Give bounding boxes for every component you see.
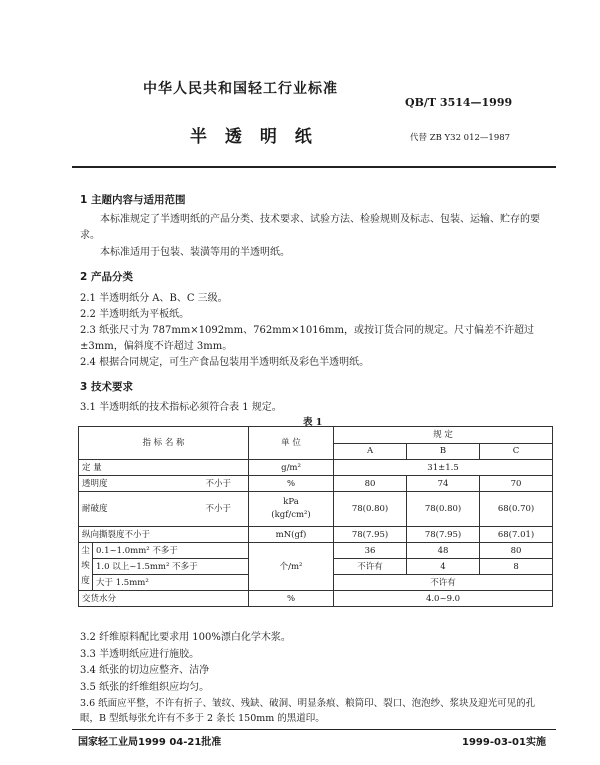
row-value: 31±1.5 <box>334 460 553 476</box>
header-grade-c: C <box>480 443 553 460</box>
row-unit-line-2: (kgf/cm²) <box>271 510 311 520</box>
header-unit: 单 位 <box>249 427 334 460</box>
clause-3-4: 3.4 纸张的切边应整齐、洁净 <box>80 665 210 676</box>
table-row <box>79 543 553 559</box>
table-row <box>79 492 553 527</box>
row-value-a: 不许有 <box>334 559 407 575</box>
dirt-label-char-1: 尘 <box>81 546 90 556</box>
clause-2-4: 2.4 根据合同规定，可生产食品包装用半透明纸及彩色半透明纸。 <box>80 357 370 368</box>
row-value-b: 78(7.95) <box>407 527 480 543</box>
row-condition: 不小于 <box>205 504 232 514</box>
row-value-a: 80 <box>334 476 407 492</box>
header-grade-a: A <box>334 443 407 460</box>
row-unit <box>249 492 334 527</box>
clause-3-5: 3.5 纸张的纤维组织应均匀。 <box>80 682 210 693</box>
footer-divider <box>72 729 556 730</box>
implementation-date: 1999-03-01实施 <box>462 737 546 748</box>
clause-2-2: 2.2 半透明纸为平板纸。 <box>80 309 190 320</box>
dirt-group-label <box>79 543 93 591</box>
dirt-label-char-2: 埃 <box>81 561 90 571</box>
issuing-standard-title: 中华人民共和国轻工行业标准 <box>143 81 338 97</box>
row-unit: % <box>249 591 334 607</box>
clause-3-6: 3.6 纸面应平整，不许有折子、皱纹、残缺、破洞、明显条痕、粮筒印、裂口、泡泡纱、浆块及迎光可见的孔眼，B 型纸每张允许有不多于 2 条长 150mm 的黑道印。 <box>80 698 536 724</box>
spec-table <box>78 426 553 607</box>
table-row <box>79 476 553 492</box>
row-label: 纵向撕裂度不小于 <box>79 527 249 543</box>
row-condition: 不小于 <box>205 478 232 489</box>
header-divider <box>72 166 556 168</box>
row-value-c: 68(0.70) <box>480 492 553 527</box>
header-grade-b: B <box>407 443 480 460</box>
clause-3-3: 3.3 半透明纸应进行施胶。 <box>80 649 200 660</box>
row-label: 0.1~1.0mm² 不多于 <box>93 543 249 559</box>
row-value-c: 70 <box>480 476 553 492</box>
header-rating: 规 定 <box>334 427 553 444</box>
clause-3-2: 3.2 纤维原料配比要求用 100%漂白化学木浆。 <box>80 632 291 643</box>
table-row <box>79 527 553 543</box>
table-row <box>79 591 553 607</box>
row-value: 不许有 <box>334 575 553 591</box>
row-label-cell <box>79 476 249 492</box>
row-value-c: 8 <box>480 559 553 575</box>
row-label: 交货水分 <box>79 591 249 607</box>
row-label: 1.0 以上~1.5mm² 不多于 <box>93 559 249 575</box>
row-value: 4.0~9.0 <box>334 591 553 607</box>
table-row <box>79 460 553 476</box>
row-value-c: 80 <box>480 543 553 559</box>
row-unit: % <box>249 476 334 492</box>
dirt-label-char-3: 度 <box>81 576 90 586</box>
document-title: 半 透 明 纸 <box>190 127 318 147</box>
row-value-a: 78(0.80) <box>334 492 407 527</box>
row-unit: mN(gf) <box>249 527 334 543</box>
section-1-paragraph-2: 本标准适用于包装、装潢等用的半透明纸。 <box>100 247 290 258</box>
clause-2-3: 2.3 纸张尺寸为 787mm×1092mm、762mm×1016mm，或按订货合同的规定。尺寸偏差不许超过±3mm，偏斜度不许超过 3mm。 <box>80 325 534 352</box>
row-value-c: 68(7.01) <box>480 527 553 543</box>
row-label: 耐破度 <box>82 504 108 514</box>
row-unit: g/m² <box>249 460 334 476</box>
row-unit-line-1: kPa <box>283 497 299 507</box>
replaces-note: 代替 ZB Y32 012—1987 <box>410 133 511 143</box>
table-caption: 表 1 <box>303 417 323 428</box>
row-value-b: 74 <box>407 476 480 492</box>
row-value-a: 36 <box>334 543 407 559</box>
section-1-paragraph-1: 本标准规定了半透明纸的产品分类、技术要求、试验方法、检验规则及标志、包装、运输、贮存的要求。 <box>80 214 540 241</box>
row-label: 定 量 <box>79 460 249 476</box>
approval-note: 国家轻工业局1999 04-21批准 <box>78 737 222 748</box>
row-label: 大于 1.5mm² <box>93 575 249 591</box>
row-label: 透明度 <box>82 478 108 489</box>
section-3-heading: 3 技术要求 <box>80 381 133 393</box>
section-1-heading: 1 主题内容与适用范围 <box>80 194 186 206</box>
section-2-heading: 2 产品分类 <box>80 271 133 283</box>
row-value-b: 4 <box>407 559 480 575</box>
table-header-row <box>79 427 553 444</box>
header-indicator: 指 标 名 称 <box>79 427 249 460</box>
standard-number: QB/T 3514—1999 <box>405 96 513 109</box>
row-value-a: 78(7.95) <box>334 527 407 543</box>
row-value-b: 48 <box>407 543 480 559</box>
row-unit: 个/m² <box>249 543 334 591</box>
row-label-cell <box>79 492 249 527</box>
row-value-b: 78(0.80) <box>407 492 480 527</box>
clause-2-1: 2.1 半透明纸分 A、B、C 三级。 <box>80 293 228 304</box>
clause-3-1: 3.1 半透明纸的技术指标必须符合表 1 规定。 <box>80 402 282 413</box>
